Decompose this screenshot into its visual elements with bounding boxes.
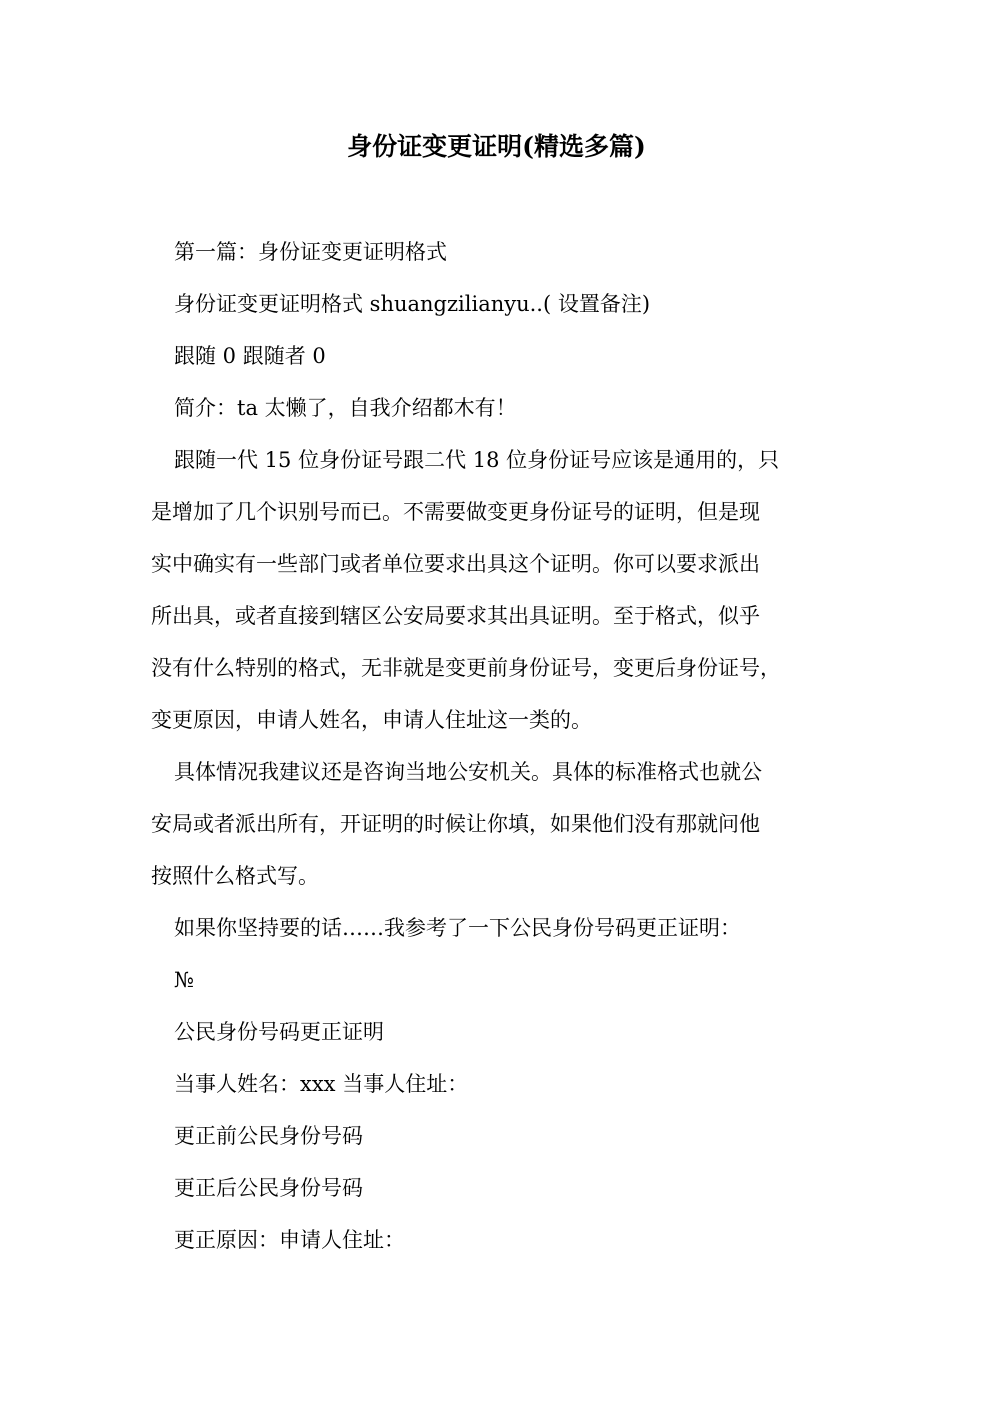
- paragraph-line: 实中确实有一些部门或者单位要求出具这个证明。你可以要求派出: [151, 552, 760, 576]
- paragraph-line: 具体情况我建议还是咨询当地公安机关。具体的标准格式也就公: [174, 760, 762, 784]
- paragraph-line: 变更原因，申请人姓名，申请人住址这一类的。: [151, 708, 592, 732]
- paragraph-line: 跟随一代 15 位身份证号跟二代 18 位身份证号应该是通用的，只: [174, 448, 780, 472]
- chapter-heading: 第一篇：身份证变更证明格式: [174, 240, 447, 264]
- paragraph-line: 所出具，或者直接到辖区公安局要求其出具证明。至于格式，似乎: [151, 604, 760, 628]
- form-reason-line: 更正原因：申请人住址：: [174, 1228, 405, 1252]
- form-party-line: 当事人姓名：xxx 当事人住址：: [174, 1072, 469, 1096]
- source-line: 身份证变更证明格式 shuangzilianyu..( 设置备注): [174, 292, 651, 316]
- paragraph-line: 是增加了几个识别号而已。不需要做变更身份证号的证明，但是现: [151, 500, 760, 524]
- paragraph-line: 按照什么格式写。: [151, 864, 319, 888]
- paragraph-line: 安局或者派出所有，开证明的时候让你填，如果他们没有那就问他: [151, 812, 760, 836]
- form-heading: 公民身份号码更正证明: [174, 1020, 384, 1044]
- form-after-line: 更正后公民身份号码: [174, 1176, 363, 1200]
- paragraph-answer: [151, 434, 831, 746]
- form-before-line: 更正前公民身份号码: [174, 1124, 363, 1148]
- follow-stats: 跟随 0 跟随者 0: [174, 344, 326, 368]
- paragraph-line: 没有什么特别的格式，无非就是变更前身份证号，变更后身份证号，: [151, 656, 781, 680]
- author-intro: 简介：ta 太懒了，自我介绍都木有！: [174, 396, 517, 420]
- document-title: 身份证变更证明(精选多篇): [347, 132, 646, 161]
- form-intro: 如果你坚持要的话……我参考了一下公民身份号码更正证明：: [174, 916, 741, 940]
- paragraph-advice: [151, 746, 831, 902]
- number-sign: №: [174, 968, 194, 992]
